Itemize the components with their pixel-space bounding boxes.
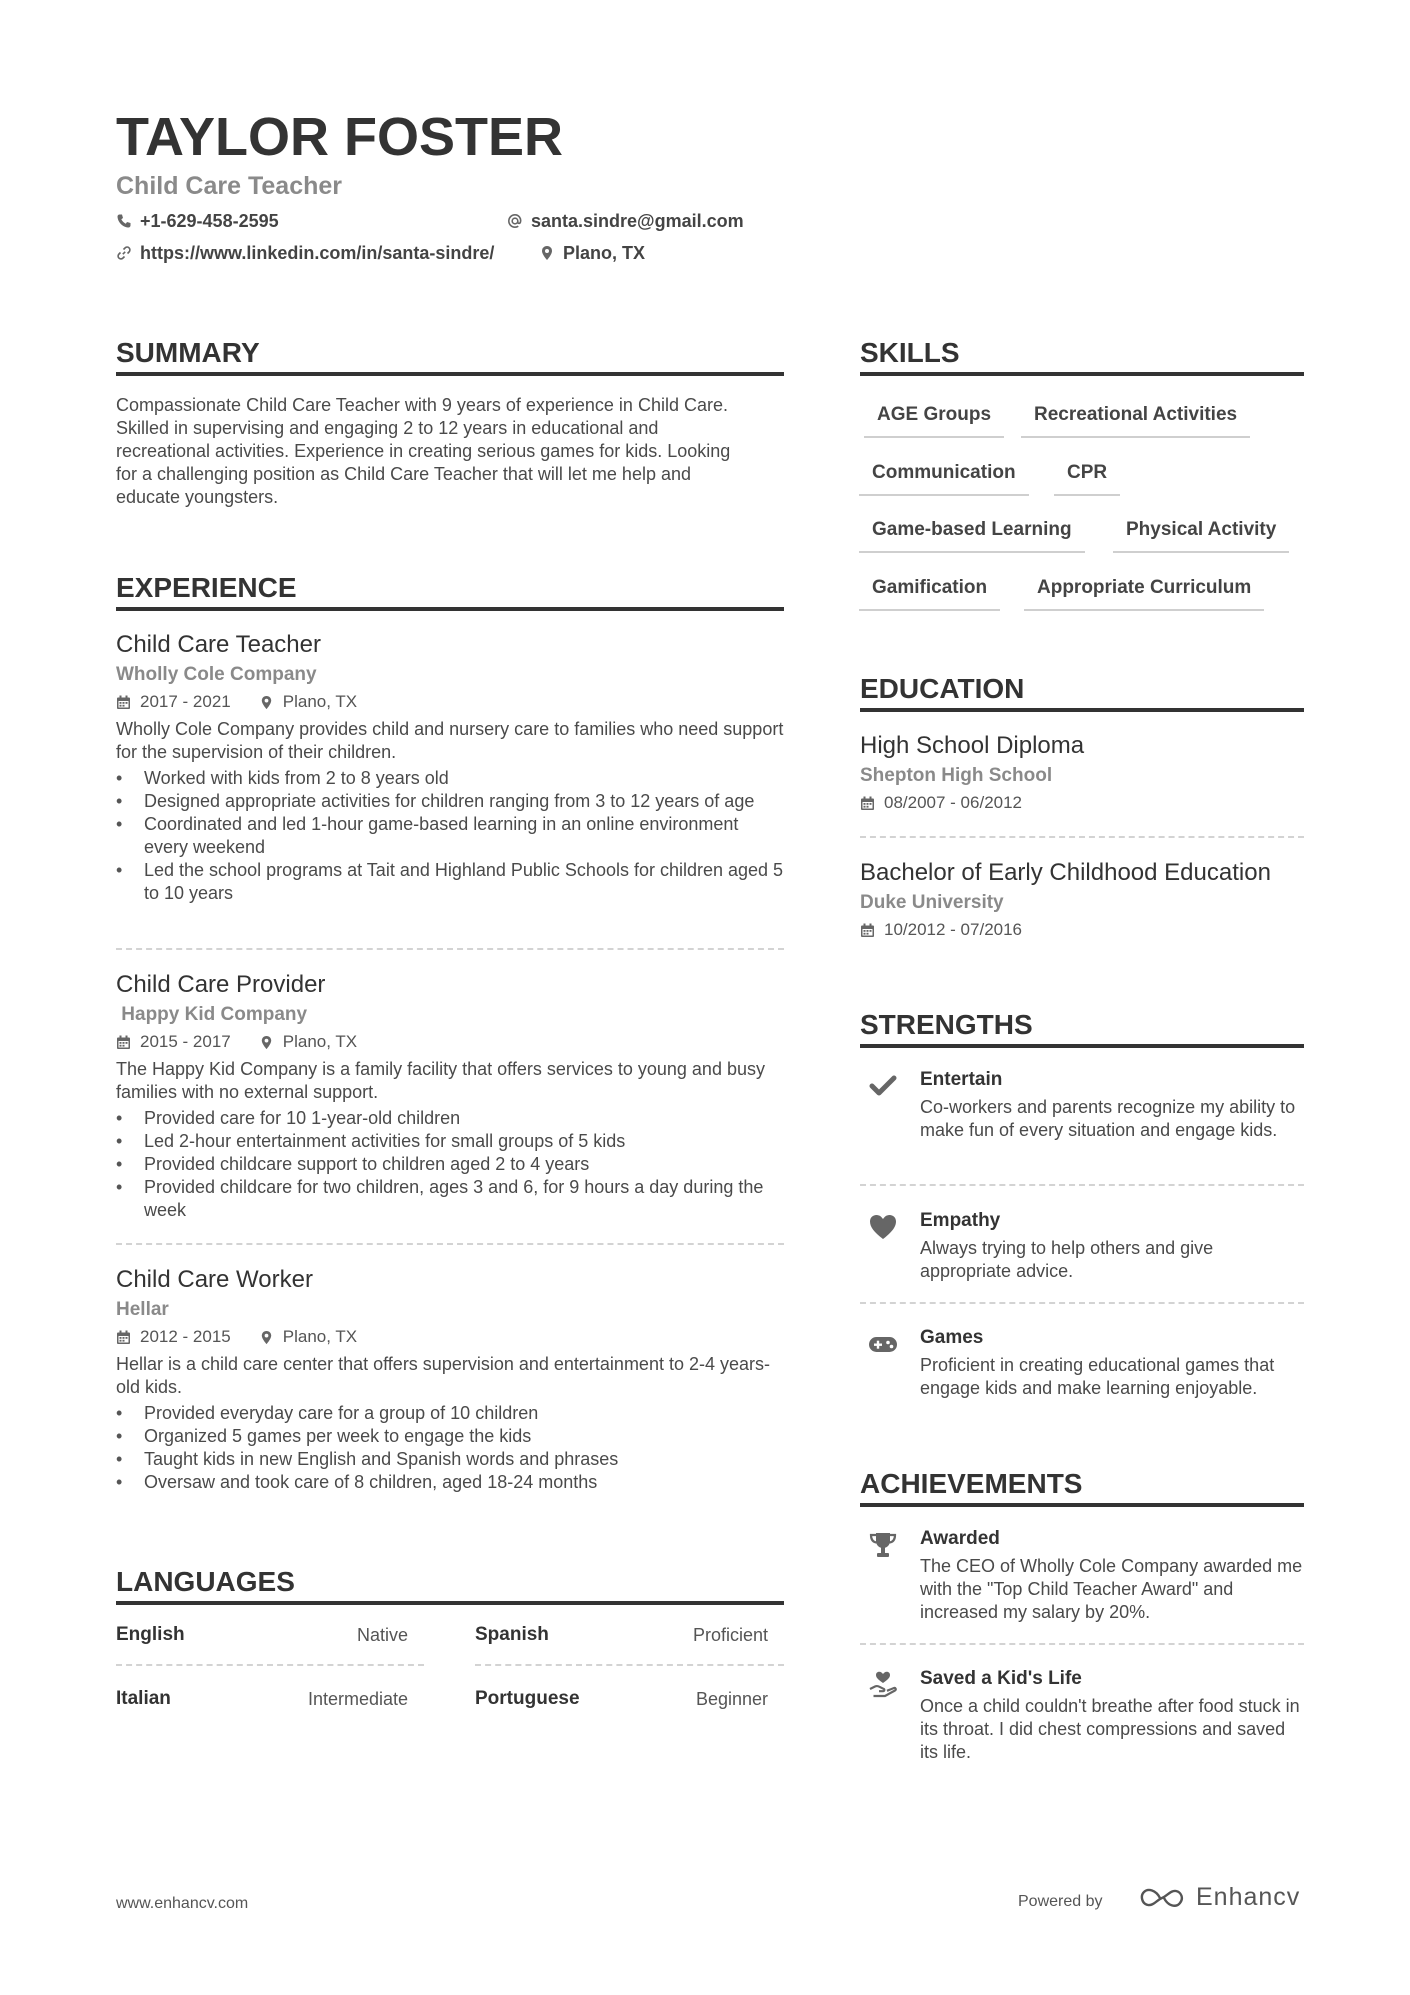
job-bullet: • Provided childcare support to children aged 2 to 4 years: [116, 1153, 784, 1176]
summary-heading: SUMMARY: [116, 336, 784, 376]
skill-tag: CPR: [1054, 460, 1120, 496]
languages-heading: LANGUAGES: [116, 1565, 784, 1605]
job-description: Wholly Cole Company provides child and nursery care to families who need support for the supervision of their children.: [116, 719, 784, 762]
divider: [116, 948, 784, 950]
job-description: Hellar is a child care center that offers supervision and entertainment to 2-4 years-old kids.: [116, 1354, 770, 1397]
calendar-icon: [860, 923, 875, 938]
strength-item: [860, 1067, 1304, 1142]
calendar-icon: [860, 796, 875, 811]
job-company: Hellar: [116, 1299, 169, 1320]
job-bullet: • Led the school programs at Tait and Highland Public Schools for children aged 5 to 10 years: [116, 859, 784, 905]
edu-dates: 08/2007 - 06/2012: [884, 793, 1023, 812]
achievement-item: [860, 1526, 1304, 1624]
job-company: Wholly Cole Company: [116, 664, 317, 685]
job-location: Plano, TX: [282, 692, 358, 711]
achievements-heading: ACHIEVEMENTS: [860, 1467, 1304, 1507]
language-name: Spanish: [475, 1624, 549, 1645]
divider: [860, 1643, 1304, 1645]
linkedin-text: https://www.linkedin.com/in/santa-sindre/: [140, 243, 495, 263]
location-pin-icon: [259, 695, 274, 710]
summary-line: recreational activities. Experience in creating serious games for kids. Looking: [116, 441, 731, 461]
experience-entry: [116, 630, 784, 905]
strengths-heading: STRENGTHS: [860, 1008, 1304, 1048]
experience-entry: [116, 1265, 784, 1494]
calendar-icon: [116, 695, 131, 710]
enhancv-logo[interactable]: [1138, 1883, 1300, 1912]
divider: [860, 1184, 1304, 1186]
contact-email[interactable]: [507, 209, 744, 233]
at-sign-icon: [507, 213, 523, 229]
edu-school: Shepton High School: [860, 765, 1053, 786]
location-pin-icon: [539, 245, 555, 261]
phone-icon: [116, 213, 132, 229]
gamepad-icon: [868, 1329, 898, 1359]
edu-meta: [860, 791, 1304, 815]
skill-tag: Physical Activity: [1113, 517, 1289, 553]
edu-dates: 10/2012 - 07/2016: [884, 920, 1023, 939]
strength-item: [860, 1325, 1304, 1400]
skill-tag: Recreational Activities: [1021, 402, 1250, 438]
footer-website-link[interactable]: www.enhancv.com: [116, 1895, 249, 1912]
candidate-name: TAYLOR FOSTER: [116, 107, 564, 167]
job-meta: [116, 1325, 784, 1349]
language-level: Proficient: [692, 1625, 768, 1645]
summary-line: educate youngsters.: [116, 487, 279, 507]
strength-description: Co-workers and parents recognize my ability to make fun of every situation and engage kids.: [920, 1097, 1296, 1140]
summary-line: for a challenging position as Child Care Teacher that will let me help and: [116, 464, 691, 484]
job-dates: 2012 - 2015: [140, 1327, 231, 1346]
achievement-description: The CEO of Wholly Cole Company awarded me with the "Top Child Teacher Award" and increased my salary by 20%.: [920, 1556, 1303, 1622]
job-description: The Happy Kid Company is a family facility that offers services to young and busy families with no external support.: [116, 1059, 765, 1102]
language-name: English: [116, 1624, 185, 1645]
job-company: Happy Kid Company: [116, 1004, 308, 1025]
job-dates: 2017 - 2021: [140, 692, 231, 711]
skill-tag: Gamification: [859, 575, 1000, 611]
achievement-description: Once a child couldn't breathe after food stuck in its throat. I did chest compressions and saved its life.: [920, 1696, 1300, 1762]
calendar-icon: [116, 1035, 131, 1050]
checkmark-icon: [868, 1071, 898, 1101]
language-level: Beginner: [695, 1689, 768, 1709]
job-bullet: • Designed appropriate activities for children ranging from 3 to 12 years of age: [116, 790, 784, 813]
edu-school: Duke University: [860, 892, 1004, 913]
job-location: Plano, TX: [282, 1327, 358, 1346]
achievement-title: Saved a Kid's Life: [920, 1668, 1082, 1689]
job-location: Plano, TX: [282, 1032, 358, 1051]
job-bullet: • Provided everyday care for a group of 10 children: [116, 1402, 784, 1425]
experience-heading: EXPERIENCE: [116, 571, 784, 611]
location-pin-icon: [259, 1330, 274, 1345]
strength-item: [860, 1208, 1304, 1283]
location-pin-icon: [259, 1035, 274, 1050]
enhancv-logo-icon: [1138, 1884, 1186, 1912]
language-level: Intermediate: [307, 1689, 408, 1709]
job-dates: 2015 - 2017: [140, 1032, 231, 1051]
strength-description: Proficient in creating educational games that engage kids and make learning enjoyable.: [920, 1355, 1275, 1398]
hand-heart-icon: [868, 1670, 898, 1700]
job-meta: [116, 1030, 784, 1054]
calendar-icon: [116, 1330, 131, 1345]
contact-location: [539, 241, 645, 265]
job-bullet: • Worked with kids from 2 to 8 years old: [116, 767, 784, 790]
skill-tag: AGE Groups: [864, 402, 1004, 438]
edu-degree: Bachelor of Early Childhood Education: [860, 859, 1271, 886]
education-entry: [860, 858, 1304, 942]
job-bullet: • Oversaw and took care of 8 children, aged 18-24 months: [116, 1471, 784, 1494]
skill-tag: Appropriate Curriculum: [1024, 575, 1264, 611]
job-bullet: • Led 2-hour entertainment activities for small groups of 5 kids: [116, 1130, 784, 1153]
divider: [860, 836, 1304, 838]
job-bullet: • Organized 5 games per week to engage the kids: [116, 1425, 784, 1448]
summary-line: Skilled in supervising and engaging 2 to 12 years in educational and: [116, 418, 659, 438]
job-bullet: • Coordinated and led 1-hour game-based learning in an online environment every weekend: [116, 813, 784, 859]
summary-line: Compassionate Child Care Teacher with 9 years of experience in Child Care.: [116, 395, 728, 415]
strength-description: Always trying to help others and give appropriate advice.: [920, 1238, 1214, 1281]
education-heading: EDUCATION: [860, 672, 1304, 712]
contact-linkedin[interactable]: [116, 241, 494, 265]
strength-title: Games: [920, 1327, 984, 1348]
skill-tag: Game-based Learning: [859, 517, 1085, 553]
skill-tag: Communication: [859, 460, 1029, 496]
job-title: Child Care Teacher: [116, 631, 321, 658]
location-text: Plano, TX: [563, 243, 646, 263]
trophy-icon: [868, 1530, 898, 1560]
job-bullets: [116, 767, 784, 905]
language-level: Native: [356, 1625, 408, 1645]
job-bullet: • Provided childcare for two children, ages 3 and 6, for 9 hours a day during the week: [116, 1176, 784, 1222]
job-title: Child Care Provider: [116, 971, 326, 998]
language-name: Italian: [116, 1688, 171, 1709]
candidate-role: Child Care Teacher: [116, 172, 343, 200]
phone-text: +1-629-458-2595: [140, 211, 279, 231]
edu-meta: [860, 918, 1304, 942]
enhancv-brand-text: Enhancv: [1196, 1883, 1301, 1911]
job-bullet: • Provided care for 10 1-year-old children: [116, 1107, 784, 1130]
job-title: Child Care Worker: [116, 1266, 313, 1293]
summary-text: [116, 394, 796, 509]
job-bullet: • Taught kids in new English and Spanish words and phrases: [116, 1448, 784, 1471]
divider: [860, 1302, 1304, 1304]
contact-phone[interactable]: [116, 209, 279, 233]
email-text: santa.sindre@gmail.com: [531, 211, 744, 231]
education-entry: [860, 731, 1304, 815]
strength-title: Empathy: [920, 1210, 1001, 1231]
divider: [116, 1664, 424, 1666]
divider: [116, 1243, 784, 1245]
strength-title: Entertain: [920, 1069, 1003, 1090]
footer-powered-by: Powered by: [1018, 1893, 1103, 1910]
heart-icon: [868, 1212, 898, 1242]
divider: [475, 1664, 784, 1666]
job-meta: [116, 690, 784, 714]
achievement-item: [860, 1666, 1304, 1764]
link-icon: [116, 245, 132, 261]
language-name: Portuguese: [475, 1688, 580, 1709]
skills-heading: SKILLS: [860, 336, 1304, 376]
experience-entry: [116, 970, 784, 1222]
job-bullets: [116, 1402, 784, 1494]
job-bullets: [116, 1107, 784, 1222]
achievement-title: Awarded: [920, 1528, 1000, 1549]
edu-degree: High School Diploma: [860, 732, 1085, 759]
